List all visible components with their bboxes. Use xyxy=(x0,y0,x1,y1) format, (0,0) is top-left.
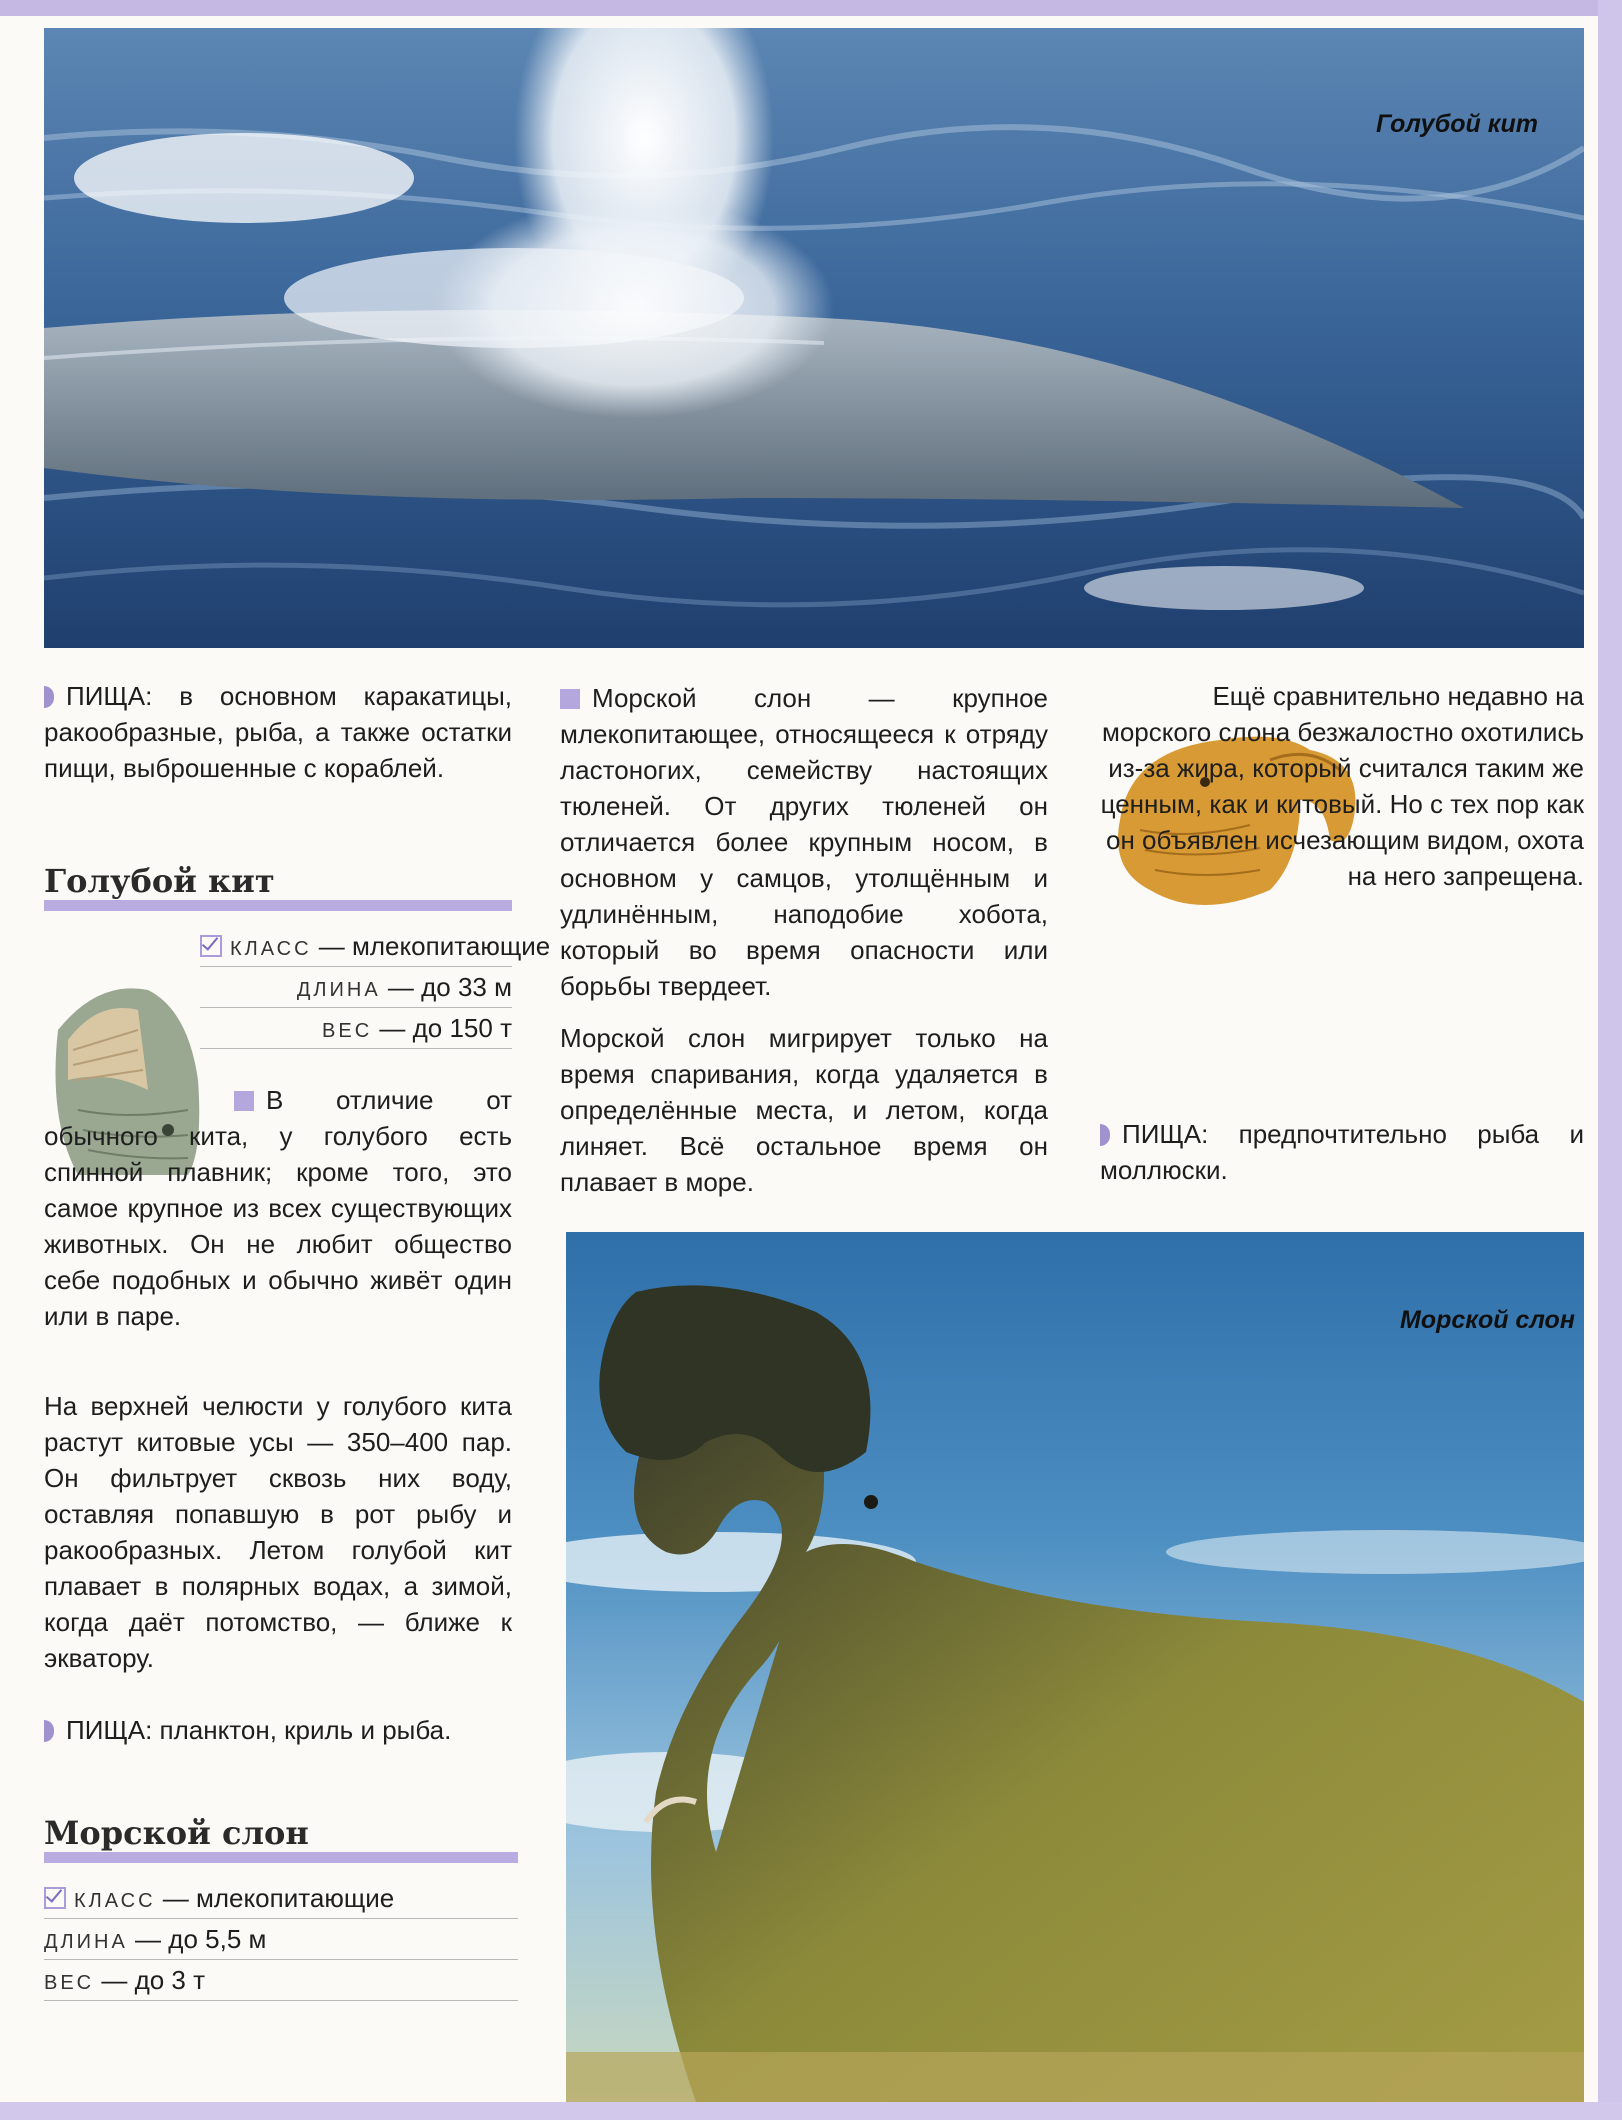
blue-whale-description-2: На верхней челюсти у голубого кита растут китовые усы — 350–400 пар. Он фильтрует сквозь них воду, оставляя попавшую в рот рыбу и ракообразных. Летом голубой кит плавает в полярных водах, а зимой, когда даёт потомство, — ближе к экватору. xyxy=(44,1391,512,1673)
elephant-seal-paragraph-2: Морской слон мигрирует только на время спаривания, когда удаляется в определённые места, и летом, когда линяет. Всё остальное время он плавает в море. xyxy=(560,1023,1048,1197)
fact-class: КЛАСС — млекопитающие xyxy=(44,1878,518,1919)
right-paragraph-1: Ещё сравнительно недавно на морского слона безжалостно охотились из-за жира, который считался таким же ценным, как и китовый. Но с тех пор как он объявлен исчезающим видом, охота на него запрещена. xyxy=(1100,681,1584,891)
elephant-seal-heading: Морской слон xyxy=(44,1814,518,1863)
blue-whale-heading: Голубой кит xyxy=(44,862,512,911)
blue-whale-description-1: В отличие от обычного кита, у голубого есть спинной плавник; кроме того, это самое крупное из всех существующих животных. Он не любит общество себе подобных и обычно живёт один или в паре. xyxy=(44,1085,512,1331)
elephant-seal-paragraph-1: Морской слон — крупное млекопитающее, относящееся к отряду ластоногих, семейству настоящих тюленей. От других тюленей он отличается более крупным носом, в основном у самцов, утолщённым и удлинённым, наподобие хобота, который во время опасности или борьбы твердеет. xyxy=(560,683,1048,1001)
page-right-band xyxy=(1598,0,1622,2120)
bullet-marker xyxy=(44,686,54,708)
square-marker xyxy=(560,689,580,709)
elephant-seal-photo-caption: Морской слон xyxy=(1400,1306,1575,1334)
bullet-marker xyxy=(1100,1124,1110,1146)
fact-class: КЛАСС — млекопитающие xyxy=(200,926,512,967)
blue-whale-photo-caption: Голубой кит xyxy=(1376,110,1538,138)
right-food: ПИЩА: предпочтительно рыба и моллюски. xyxy=(1100,1119,1584,1185)
fact-weight: ВЕС — до 150 т xyxy=(200,1008,512,1049)
fact-weight: ВЕС — до 3 т xyxy=(44,1960,518,2001)
fact-length: ДЛИНА — до 33 м xyxy=(200,967,512,1008)
blue-whale-facts xyxy=(200,926,551,1049)
elephant-seal-facts xyxy=(44,1878,518,2001)
bullet-marker xyxy=(44,1720,54,1742)
page-bottom-band xyxy=(0,2102,1622,2120)
page-top-band xyxy=(0,0,1622,16)
elephant-seal-photo xyxy=(566,1232,1584,2102)
square-marker xyxy=(234,1091,254,1111)
left-food-intro: ПИЩА: в основном каракатицы, ракообразные, рыба, а также остатки пищи, выброшенные с кораблей. xyxy=(44,681,512,783)
blue-whale-food: ПИЩА: планктон, криль и рыба. xyxy=(44,1712,512,1748)
fact-length: ДЛИНА — до 5,5 м xyxy=(44,1919,518,1960)
checkbox-icon xyxy=(200,935,222,957)
blue-whale-photo xyxy=(44,28,1584,648)
checkbox-icon xyxy=(44,1887,66,1909)
